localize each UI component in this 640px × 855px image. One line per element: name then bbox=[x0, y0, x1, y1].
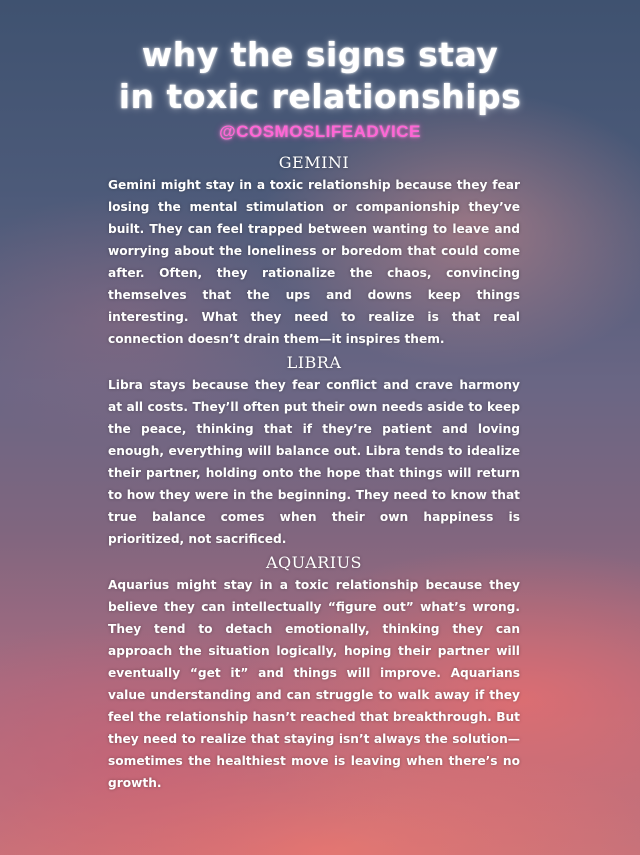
content-body bbox=[108, 152, 520, 796]
section-gemini bbox=[108, 152, 520, 350]
sign-paragraph: Gemini might stay in a toxic relationship because they fear losing the mental stimulation or companionship they’ve built. They can feel trapped between wanting to leave and worrying about the loneliness or boredom that could come after. Often, they rationalize the chaos, convincing themselves that the ups and downs keep things interesting. What they need to realize is that real connection doesn’t drain them—it inspires them. bbox=[108, 178, 520, 346]
account-handle: @COSMOSLIFEADVICE bbox=[219, 122, 421, 141]
section-aquarius bbox=[108, 552, 520, 794]
title-line-2: in toxic relationships bbox=[118, 77, 522, 116]
page-title bbox=[0, 34, 640, 118]
title-line-1: why the signs stay bbox=[141, 35, 499, 74]
section-libra bbox=[108, 352, 520, 550]
sign-heading: AQUARIUS bbox=[265, 553, 363, 572]
sign-heading: GEMINI bbox=[278, 153, 350, 172]
sign-heading: LIBRA bbox=[286, 353, 342, 372]
sign-paragraph: Libra stays because they fear conflict and crave harmony at all costs. They’ll often put their own needs aside to keep the peace, thinking that if they’re patient and loving enough, everything will balance out. Libra tends to idealize their partner, holding onto the hope that things will return to how they were in the beginning. They need to know that true balance comes when their own happiness is prioritized, not sacrificed. bbox=[108, 378, 520, 546]
sign-paragraph: Aquarius might stay in a toxic relationship because they believe they can intellectually “figure out” what’s wrong. They tend to detach emotionally, thinking they can approach the situation logically, hoping their partner will eventually “get it” and things will improve. Aquarians value understanding and can struggle to walk away if they feel the relationship hasn’t reached that breakthrough. But they need to realize that staying isn’t always the solution—sometimes the healthiest move is leaving when there’s no growth. bbox=[108, 578, 520, 790]
